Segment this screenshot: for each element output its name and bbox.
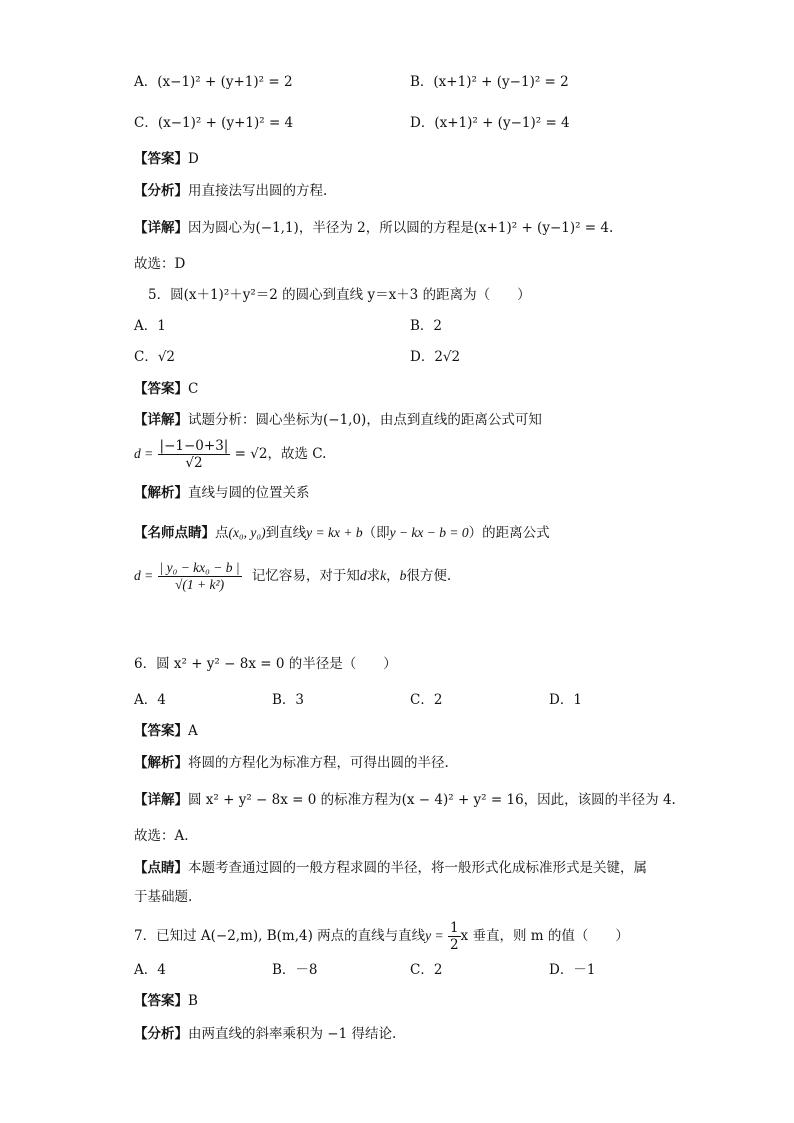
answer-label: 【答案】 [134, 381, 188, 397]
analysis-label: 【分析】 [134, 1026, 188, 1042]
q5-option-b: B．2 [410, 318, 443, 334]
q6-option-a: A．4 [134, 692, 166, 708]
tip-var-d: d [359, 568, 367, 583]
q6-tip-line1 [134, 858, 647, 878]
jiexi-label: 【解析】 [134, 485, 188, 501]
q7-answer [134, 991, 198, 1011]
tip-point: (x₀, y₀) [228, 525, 266, 540]
q7-option-c: C．2 [410, 962, 443, 978]
detail-text: 圆 x² + y² − 8x = 0 的标准方程为(x − 4)² + y² = 16，因此，该圆的半径为 4. [188, 792, 676, 808]
stem-text: 7．已知过 A(−2,m), B(m,4) 两点的直线与直线 [134, 928, 426, 944]
tip-text: 记忆容易，对于知 [251, 568, 360, 584]
q5-option-c: C．√2 [134, 349, 176, 365]
analysis-label: 【分析】 [134, 183, 188, 199]
q5-tip [134, 523, 550, 543]
q5-tip-formula [134, 556, 451, 596]
q5-option-a: A．1 [134, 318, 166, 334]
q4-option-d: D．(x+1)² + (y−1)² = 4 [410, 115, 570, 131]
tip-formula-fraction [158, 560, 242, 593]
q7-option-b: B．－8 [272, 962, 318, 978]
formula-numerator: |−1−0+3| [159, 438, 229, 454]
q7-option-a: A．4 [134, 962, 166, 978]
q4-analysis [134, 181, 327, 201]
stem-fraction [448, 920, 461, 953]
tip-text: 求 [366, 568, 381, 584]
tip-label: 【名师点睛】 [134, 525, 215, 541]
detail-label: 【详解】 [134, 792, 188, 808]
q5-stem: 5．圆(x＋1)²＋y²＝2 的圆心到直线 y＝x＋3 的距离为（ ） [148, 287, 531, 303]
q6-answer [134, 721, 198, 741]
q6-detail [134, 790, 676, 810]
tip-label: 【点睛】 [134, 860, 188, 876]
stem-denominator: 2 [449, 937, 459, 953]
tip-line-eq: y = kx + b [306, 525, 363, 540]
answer-value: C [188, 381, 199, 397]
q6-stem: 6．圆 x² + y² − 8x = 0 的半径是（ ） [134, 656, 397, 672]
tip-text: （即 [362, 525, 390, 541]
analysis-text: 由两直线的斜率乘积为 −1 得结论. [188, 1026, 397, 1042]
q6-tip-line2: 于基础题. [134, 889, 193, 905]
q7-analysis [134, 1024, 396, 1044]
tip-text: 点 [215, 525, 229, 541]
jiexi-text: 直线与圆的位置关系 [188, 485, 310, 501]
q4-answer [134, 149, 199, 169]
answer-value: B [188, 993, 198, 1009]
tip-text: 很方便. [406, 568, 452, 584]
q5-answer [134, 379, 198, 399]
tip-formula-numerator: | y₀ − kx₀ − b | [159, 560, 240, 575]
detail-text: 因为圆心为(−1,1)，半径为 2，所以圆的方程是(x+1)² + (y−1)² = 4. [188, 220, 614, 236]
q5-detail [134, 410, 542, 430]
answer-label: 【答案】 [134, 151, 188, 167]
formula-fraction [158, 438, 231, 471]
q5-option-d: D．2√2 [410, 349, 461, 365]
tip-text: ， [386, 568, 400, 584]
tip-text: 到直线 [265, 525, 307, 541]
q7-option-d: D．－1 [549, 962, 596, 978]
q4-option-a: A．(x−1)² + (y+1)² = 2 [134, 74, 293, 90]
stem-numerator: 1 [449, 920, 459, 936]
q6-option-b: B．3 [272, 692, 305, 708]
q4-choose: 故选：D [134, 256, 186, 272]
detail-label: 【详解】 [134, 220, 188, 236]
q5-formula [134, 436, 326, 472]
analysis-text: 用直接法写出圆的方程. [188, 183, 328, 199]
formula-lhs: d = [134, 446, 154, 461]
tip-formula-denominator: √(1 + k²) [175, 577, 225, 592]
q4-detail [134, 218, 613, 238]
q6-option-d: D．1 [549, 692, 582, 708]
q6-choose: 故选：A. [134, 828, 189, 844]
formula-rhs: = √2，故选 C. [234, 446, 327, 462]
stem-text: x 垂直，则 m 的值（ ） [460, 928, 629, 944]
tip-formula-lhs: d = [134, 568, 154, 583]
q5-jiexi [134, 483, 310, 503]
answer-value: A [188, 723, 198, 739]
tip-line-eq-general: y − kx − b = 0 [389, 525, 469, 540]
tip-text: ）的距离公式 [468, 525, 550, 541]
jiexi-label: 【解析】 [134, 755, 188, 771]
q4-option-b: B．(x+1)² + (y−1)² = 2 [410, 74, 569, 90]
answer-label: 【答案】 [134, 723, 188, 739]
q4-option-c: C．(x−1)² + (y+1)² = 4 [134, 115, 294, 131]
q6-option-c: C．2 [410, 692, 443, 708]
detail-label: 【详解】 [134, 412, 188, 428]
stem-eq: y = [425, 928, 444, 943]
answer-label: 【答案】 [134, 993, 188, 1009]
tip-text: 本题考查通过圆的一般方程求圆的半径，将一般形式化成标准形式是关键，属 [188, 860, 647, 876]
jiexi-text: 将圆的方程化为标准方程，可得出圆的半径. [188, 755, 449, 771]
tip-var-k: k [380, 568, 387, 583]
detail-text: 试题分析：圆心坐标为(−1,0)，由点到直线的距离公式可知 [188, 412, 542, 428]
tip-var-b: b [399, 568, 407, 583]
q7-stem [134, 918, 629, 954]
answer-value: D [188, 151, 199, 167]
formula-denominator: √2 [185, 455, 203, 471]
q6-jiexi [134, 753, 449, 773]
